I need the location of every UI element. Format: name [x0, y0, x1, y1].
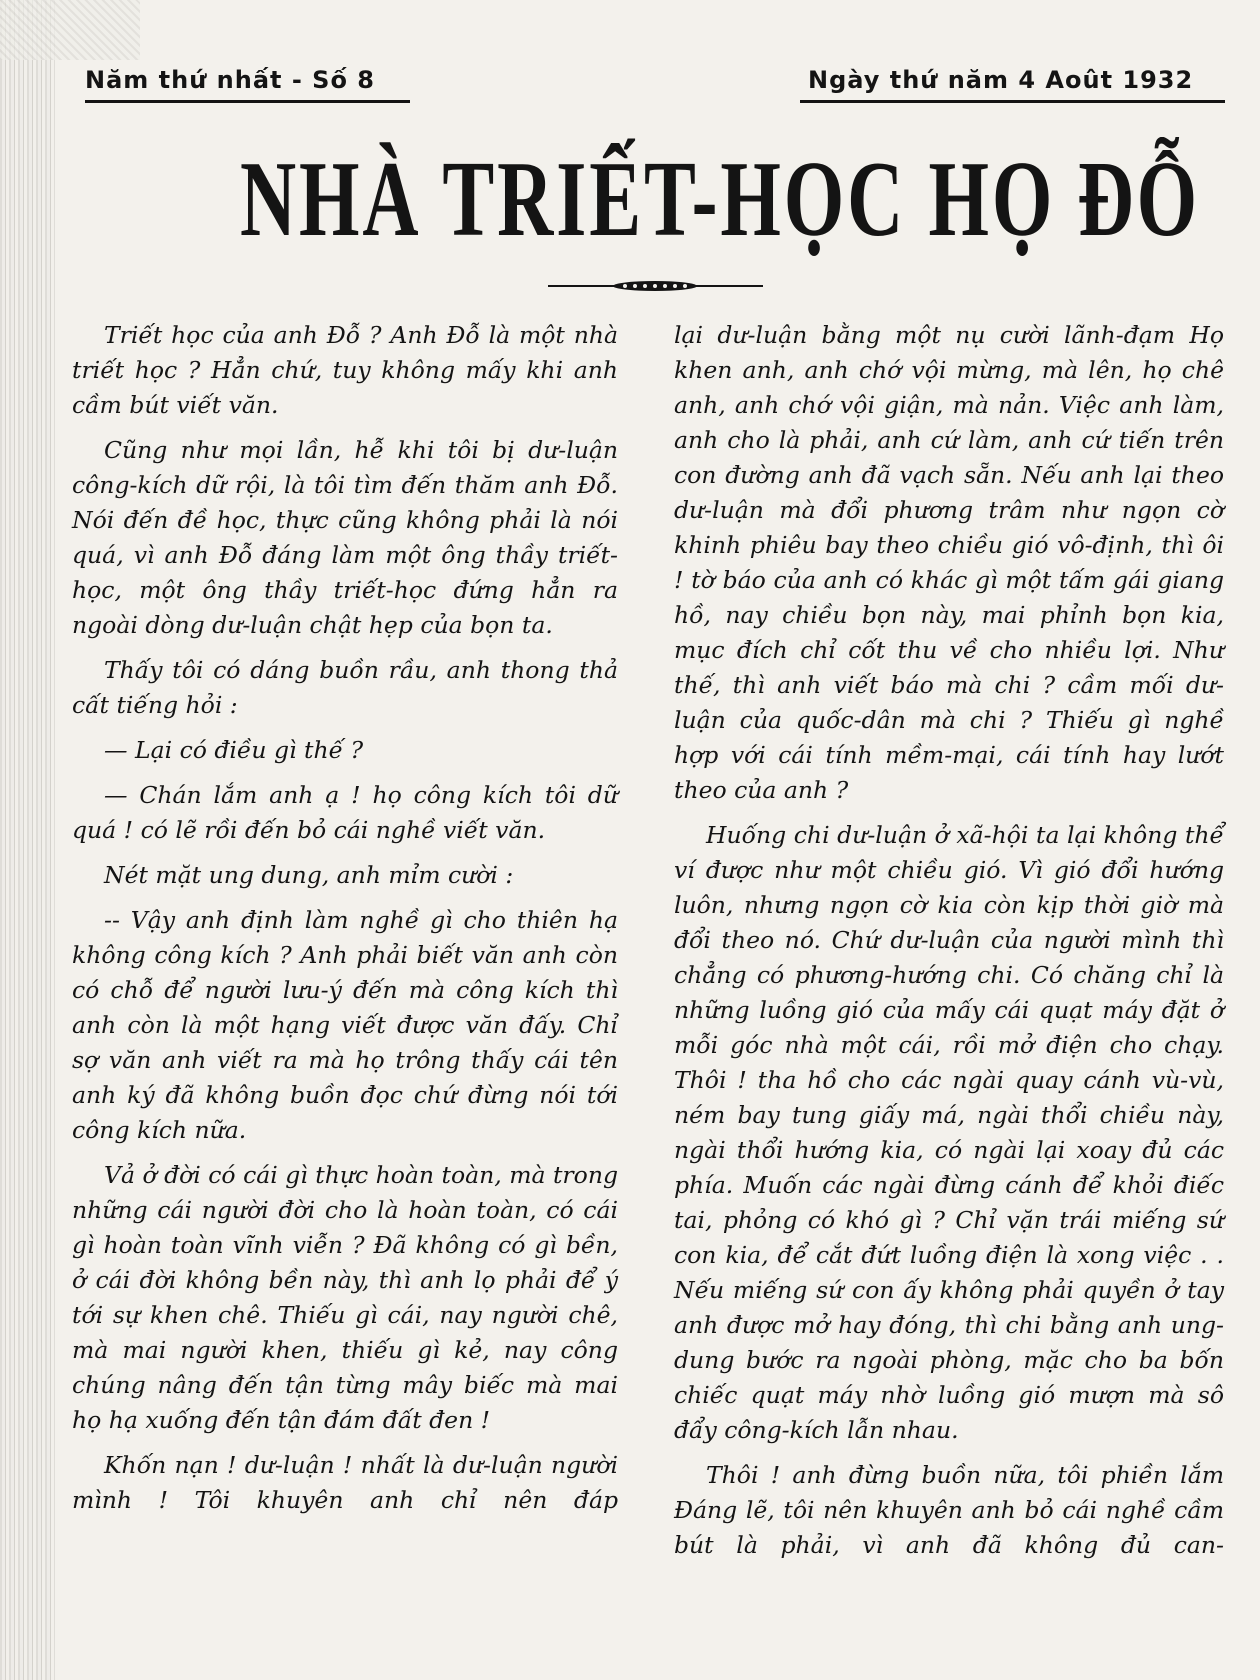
masthead-rule-right [800, 100, 1225, 103]
scan-corner-texture [0, 0, 140, 60]
scan-margin-texture [0, 0, 55, 1680]
article-headline: NHÀ TRIẾT-HỌC HỌ ĐỖ [240, 140, 1200, 259]
dialogue-line: -- Vậy anh định làm nghề gì cho thiên hạ không công kích ? Anh phải biết văn anh còn có chỗ để người lưu-ý đến mà công kích thì anh còn là một hạng viết được văn đấy. Chỉ sợ văn anh viết ra mà họ trông thấy cái tên anh ký đã không buồn đọc chứ đừng nói tới công kích nữa. [72, 906, 618, 1144]
article-column-left [72, 318, 618, 1528]
paragraph: Huống chi dư-luận ở xã-hội ta lại không thể ví được như một chiều gió. Vì gió đổi hướng luôn, nhưng ngọn cờ kia còn kịp thời giờ mà đổi theo nó. Chứ dư-luận của người mình thì chẳng có phương-hướng chi. Có chăng chỉ là những luồng gió của mấy cái quạt máy đặt ở mỗi góc nhà một cái, rồi mở điện cho chạy. Thôi ! tha hồ cho các ngài quay cánh vù-vù, ném bay tung giấy má, ngài thổi chiều này, ngài thổi hướng kia, có ngài lại xoay đủ các phía. Muốn các ngài đừng cánh để khỏi điếc tai, phỏng có khó gì ? Chỉ vặn trái miếng sứ con kia, để cắt đứt luồng điện là xong việc . . Nếu miếng sứ con ấy không phải quyền ở tay anh được mở hay đóng, thì chi bằng anh ung-dung bước ra ngoài phòng, mặc cho ba bốn chiếc quạt máy nhờ luồng gió mượn mà sô đẩy công-kích lẫn nhau. [674, 821, 1224, 1444]
dialogue-line: — Chán lắm anh ạ ! họ công kích tôi dữ quá ! có lẽ rồi đến bỏ cái nghề viết văn. [72, 781, 618, 844]
paragraph: Thôi ! anh đừng buồn nữa, tôi phiền lắm Đáng lẽ, tôi nên khuyên anh bỏ cái nghề cầm bút là phải, vì anh đã không đủ can- [674, 1461, 1224, 1559]
paragraph: Triết học của anh Đỗ ? Anh Đỗ là một nhà triết học ? Hẳn chứ, tuy không mấy khi anh cầm bút viết văn. [72, 321, 618, 419]
paragraph: Nét mặt ung dung, anh mỉm cười : [104, 861, 514, 889]
paragraph: Cũng như mọi lần, hễ khi tôi bị dư-luận công-kích dữ rội, là tôi tìm đến thăm anh Đỗ. Nói đến đề học, thực cũng không phải là nói quá, vì anh Đỗ đáng làm một ông thầy triết-học, một ông thầy triết-học đứng hẳn ra ngoài dòng dư-luận chật hẹp của bọn ta. [72, 436, 618, 639]
paragraph: Thấy tôi có dáng buồn rầu, anh thong thả cất tiếng hỏi : [72, 656, 618, 719]
ornament-divider [548, 279, 763, 293]
dialogue-line: — Lại có điều gì thế ? [104, 736, 364, 764]
issue-date: Ngày thứ năm 4 Août 1932 [808, 66, 1194, 94]
paragraph: Vả ở đời có cái gì thực hoàn toàn, mà trong những cái người đời cho là hoàn toàn, có cái gì hoàn toàn vĩnh viễn ? Đã không có gì bền, ở cái đời không bền này, thì anh lọ phải để ý tới sự khen chê. Thiếu gì cái, nay người chê, mà mai người khen, thiếu gì kẻ, nay công chúng nâng đến tận từng mây biếc mà mai họ hạ xuống đến tận đám đất đen ! [72, 1161, 618, 1434]
masthead-rule-left [85, 100, 410, 103]
issue-number: Năm thứ nhất - Số 8 [85, 66, 375, 94]
paragraph: lại dư-luận bằng một nụ cười lãnh-đạm Họ khen anh, anh chớ vội mừng, mà lên, họ chê anh, anh chớ vội giận, mà nản. Việc anh làm, anh cho là phải, anh cứ làm, anh cứ tiến trên con đường anh đã vạch sẵn. Nếu anh lại theo dư-luận mà đổi phương trâm như ngọn cờ khinh phiêu bay theo chiều gió vô-định, thì ôi ! tờ báo của anh có khác gì một tấm gái giang hồ, nay chiều bọn này, mai phỉnh bọn kia, mục đích chỉ cốt thu về cho nhiều lợi. Như thế, thì anh viết báo mà chi ? cầm mối dư-luận của quốc-dân mà chi ? Thiếu gì nghề hợp với cái tính mềm-mại, cái tính hay lướt theo của anh ? [674, 321, 1224, 804]
paragraph: Khốn nạn ! dư-luận ! nhất là dư-luận người mình ! Tôi khuyên anh chỉ nên đáp [72, 1451, 618, 1514]
article-column-right [674, 318, 1224, 1573]
